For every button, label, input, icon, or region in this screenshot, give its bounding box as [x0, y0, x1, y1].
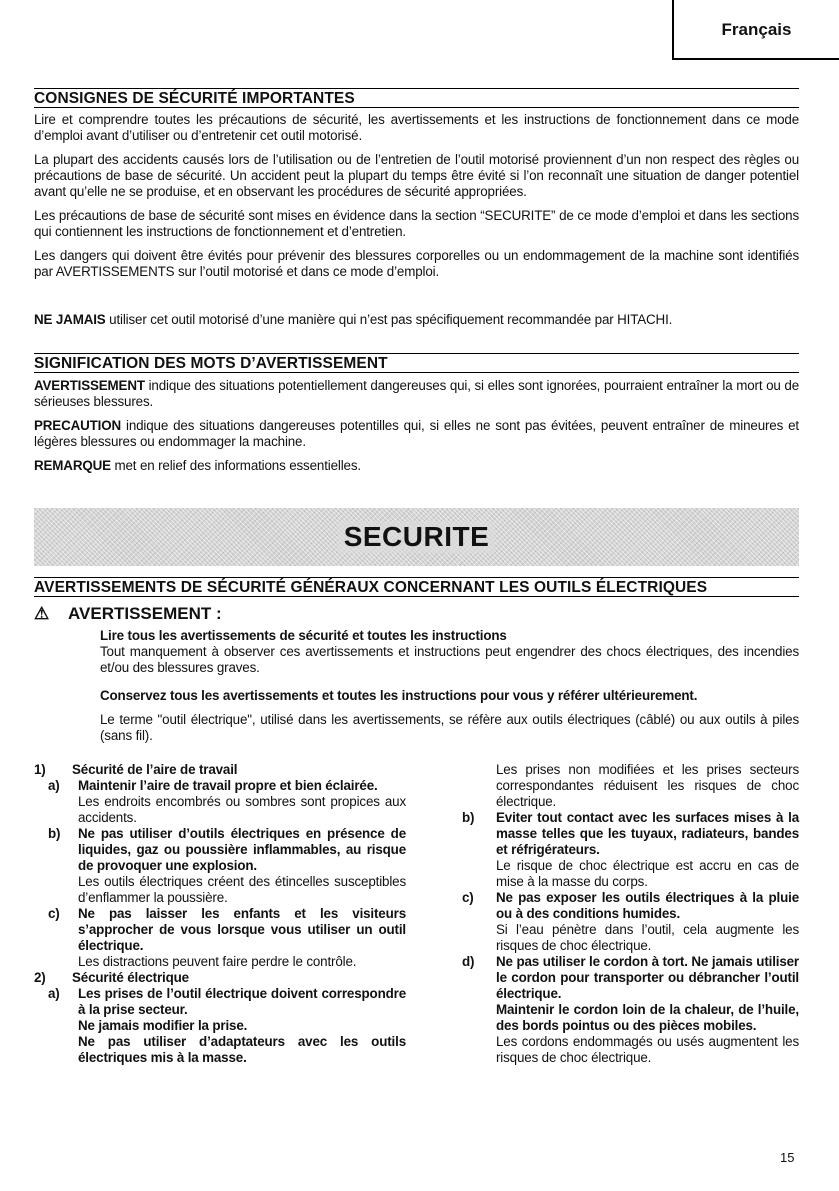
banner-title: SECURITE [338, 521, 496, 553]
item-text: Les cordons endommagés ou usés augmentent les risques de choc électrique. [496, 1034, 799, 1065]
section-heading-general-warnings: AVERTISSEMENTS DE SÉCURITÉ GÉNÉRAUX CONCERNANT LES OUTILS ÉLECTRIQUES [34, 577, 799, 597]
item-letter: c) [462, 890, 474, 905]
item-number: 1) [34, 762, 46, 777]
list-item [34, 874, 406, 906]
item-heading: Ne pas laisser les enfants et les visiteurs s’approcher de vous lorsque vous utiliser un outil électrique. [78, 906, 406, 953]
term-remarque: REMARQUE [34, 458, 111, 473]
list-item [462, 810, 799, 858]
list-item [462, 890, 799, 922]
never-label: NE JAMAIS [34, 312, 106, 327]
never-text: utiliser cet outil motorisé d’une manière qui n’est pas spécifiquement recommandée par HITACHI. [109, 312, 673, 327]
list-item [462, 922, 799, 954]
item-text: Les outils électriques créent des étincelles susceptibles d’enflammer la poussière. [78, 874, 406, 905]
item-text: Si l’eau pénètre dans l’outil, cela augmente les risques de choc électrique. [496, 922, 799, 953]
item-heading: Eviter tout contact avec les surfaces mises à la masse telles que les tuyaux, radiateurs, bandes et réfrigérateurs. [496, 810, 799, 857]
failure-warning: Tout manquement à observer ces avertissements et instructions peut engendrer des chocs électriques, des incendies et/ou des blessures graves. [100, 644, 799, 675]
right-column [462, 762, 799, 1066]
item-text: Les prises non modifiées et les prises secteurs correspondantes réduisent les risques de choc électrique. [496, 762, 799, 809]
term-definition: Le terme "outil électrique", utilisé dans les avertissements, se réfère aux outils électriques (câblé) ou aux outils à piles (sans fil). [100, 712, 799, 743]
list-item [34, 906, 406, 954]
paragraph-never [34, 312, 799, 328]
paragraph-dangers: Les dangers qui doivent être évités pour prévenir des blessures corporelles ou un endommagement de la machine sont identifiés par AVERTISSEMENTS sur l’outil motorisé et dans ce mode d’emploi. [34, 248, 799, 279]
paragraph-accidents: La plupart des accidents causés lors de l’utilisation ou de l’entretien de l’outil motorisé proviennent d’un non respect des règles ou précautions de base de sécurité. Un accident peut la plupart du temps être évité si l’on reconnaît une situation de danger potentiel avant qu’elle ne se produise, et en observant les procédures de sécurité appropriées. [34, 152, 799, 199]
item-letter: b) [48, 826, 61, 841]
warning-title: AVERTISSEMENT : [68, 604, 222, 623]
definition-avertissement [34, 378, 799, 410]
item-letter: d) [462, 954, 475, 969]
item-heading: Les prises de l’outil électrique doivent correspondre à la prise secteur. [78, 986, 406, 1017]
term-precaution: PRECAUTION [34, 418, 122, 433]
item-letter: b) [462, 810, 475, 825]
def-avertissement: indique des situations potentiellement dangereuses qui, si elles sont ignorées, pourraient entraîner la mort ou de sérieuses blessures. [34, 378, 799, 409]
item-heading: Sécurité de l’aire de travail [72, 762, 238, 777]
list-item [34, 986, 406, 1066]
def-remarque: met en relief des informations essentielles. [114, 458, 361, 473]
def-precaution: indique des situations dangereuses potentilles qui, si elles ne sont pas évitées, peuvent entraîner de mineures et légères blessures ou endommager la machine. [34, 418, 799, 449]
keep-instructions: Conservez tous les avertissements et toutes les instructions pour vous y référer ultérieurement. [100, 688, 698, 703]
item-text: Les endroits encombrés ou sombres sont propices aux accidents. [78, 794, 406, 825]
list-item [34, 954, 406, 970]
item-letter: a) [48, 778, 60, 793]
list-item [462, 858, 799, 890]
list-item [34, 794, 406, 826]
paragraph-read-understand: Lire et comprendre toutes les précautions de sécurité, les avertissements et les instructions de fonctionnement dans ce mode d’emploi avant d’utiliser ou d’entretenir cet outil motorisé. [34, 112, 799, 143]
item-letter: a) [48, 986, 60, 1001]
page-number: 15 [780, 1150, 795, 1165]
term-avertissement: AVERTISSEMENT [34, 378, 145, 393]
item-heading: Ne pas exposer les outils électriques à la pluie ou à des conditions humides. [496, 890, 799, 921]
item-heading: Ne pas utiliser le cordon à tort. Ne jamais utiliser le cordon pour transporter ou débrancher l’outil électrique. [496, 954, 799, 1001]
list-item [34, 778, 406, 794]
item-heading: Sécurité électrique [72, 970, 189, 985]
warning-header [34, 604, 222, 624]
list-item [34, 826, 406, 874]
item-heading: Maintenir le cordon loin de la chaleur, de l’huile, des bords pointus ou des pièces mobiles. [496, 1002, 799, 1033]
definition-precaution [34, 418, 799, 450]
item-heading: Ne jamais modifier la prise. [78, 1018, 248, 1033]
item-heading: Maintenir l’aire de travail propre et bien éclairée. [78, 778, 378, 793]
left-column [34, 762, 406, 1066]
item-number: 2) [34, 970, 46, 985]
list-item [462, 762, 799, 810]
language-tab: Français [672, 0, 839, 60]
definition-remarque [34, 458, 799, 474]
section-heading-warning-words: SIGNIFICATION DES MOTS D’AVERTISSEMENT [34, 353, 799, 373]
warning-triangle-icon: ⚠ [34, 604, 50, 623]
item-text: Les distractions peuvent faire perdre le contrôle. [78, 954, 357, 969]
read-all-instructions: Lire tous les avertissements de sécurité et toutes les instructions [100, 628, 507, 643]
item-text: Le risque de choc électrique est accru en cas de mise à la masse du corps. [496, 858, 799, 889]
item-letter: c) [48, 906, 60, 921]
section-heading-safety-instructions: CONSIGNES DE SÉCURITÉ IMPORTANTES [34, 88, 799, 108]
item-heading: Ne pas utiliser d’outils électriques en présence de liquides, gaz ou poussière inflammables, au risque de provoquer une explosion. [78, 826, 406, 873]
securite-banner [34, 508, 799, 566]
list-item [462, 954, 799, 1066]
paragraph-basic-precautions: Les précautions de base de sécurité sont mises en évidence dans la section “SECURITE” de ce mode d’emploi et dans les sections qui contiennent les instructions de fonctionnement et d’entretien. [34, 208, 799, 239]
item-heading: Ne pas utiliser d’adaptateurs avec les outils électriques mis à la masse. [78, 1034, 406, 1065]
list-item [34, 762, 406, 778]
list-item [34, 970, 406, 986]
